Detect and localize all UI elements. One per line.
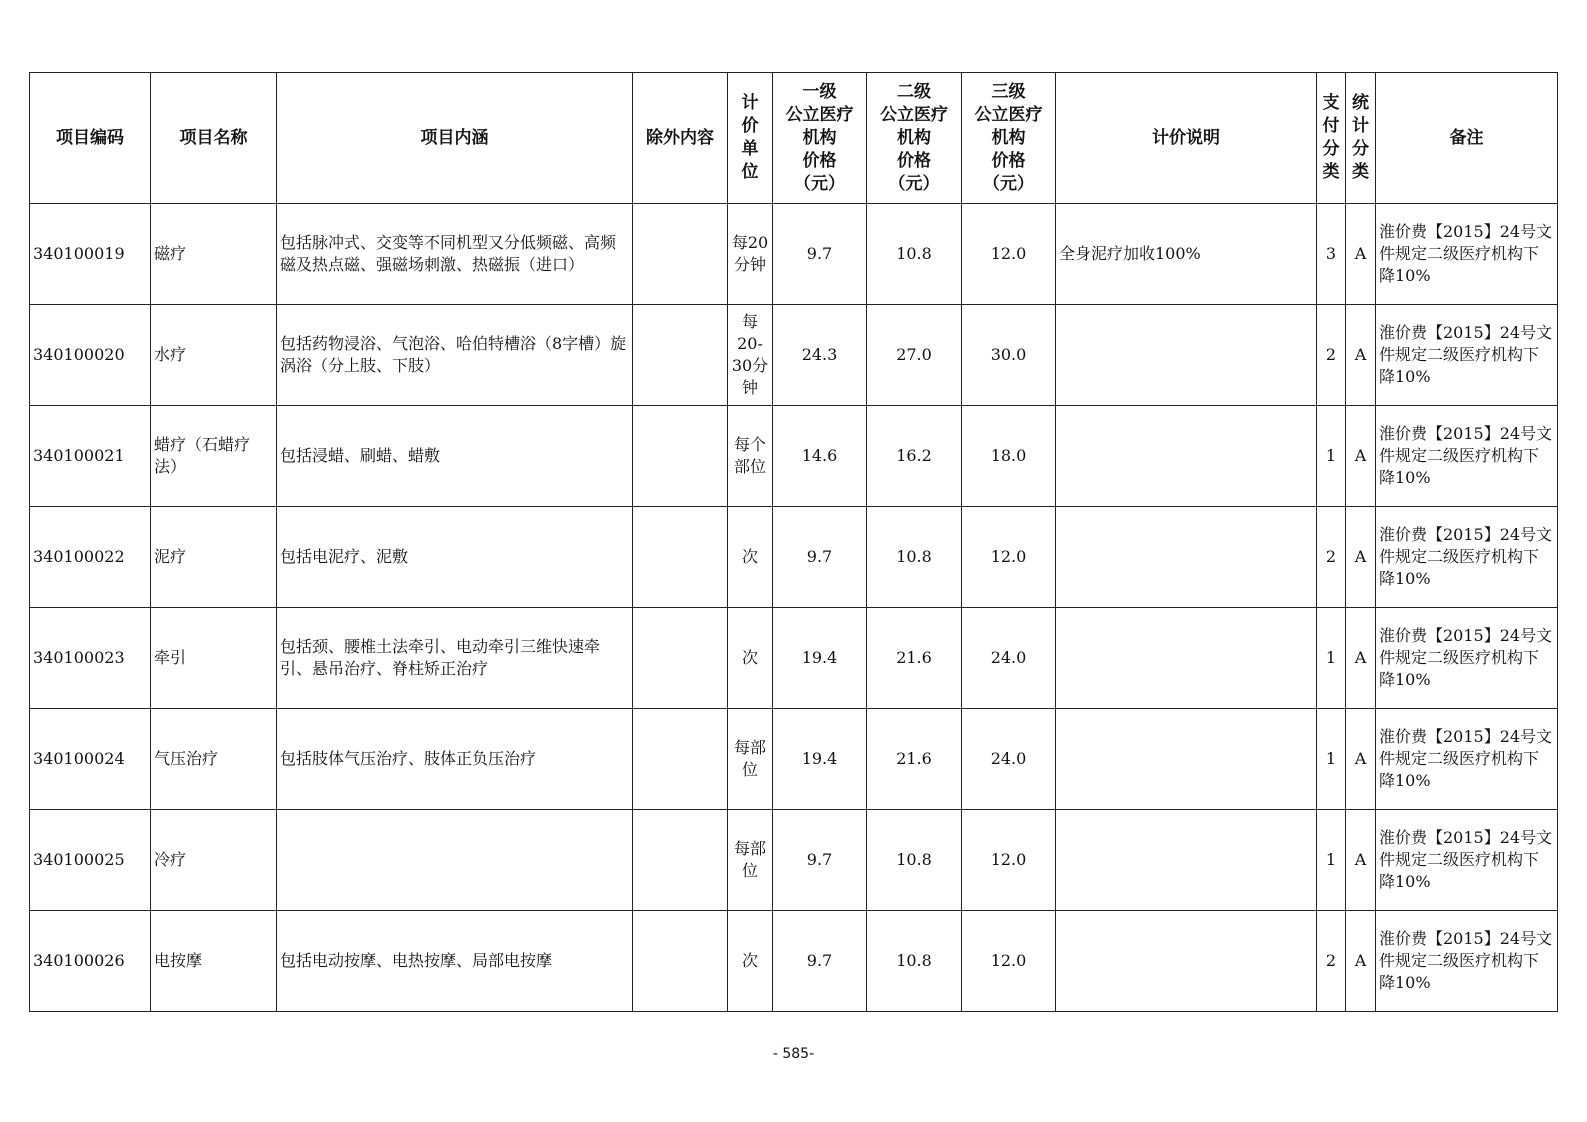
cell-price-level3: 12.0: [962, 204, 1056, 305]
cell-price-level2: 27.0: [867, 305, 962, 406]
table-row: [30, 406, 1558, 507]
cell-price-level1: 14.6: [773, 406, 867, 507]
cell-code: 340100022: [30, 507, 151, 608]
cell-remarks: 淮价费【2015】24号文件规定二级医疗机构下降10%: [1376, 911, 1558, 1012]
cell-remarks: 淮价费【2015】24号文件规定二级医疗机构下降10%: [1376, 406, 1558, 507]
cell-price-level1: 24.3: [773, 305, 867, 406]
cell-name: 蜡疗（石蜡疗法）: [151, 406, 277, 507]
table-row: [30, 507, 1558, 608]
cell-unit: 每部 位: [728, 810, 773, 911]
cell-price-level2: 21.6: [867, 608, 962, 709]
cell-pricing-note: [1056, 709, 1317, 810]
cell-price-level3: 12.0: [962, 507, 1056, 608]
cell-remarks: 淮价费【2015】24号文件规定二级医疗机构下降10%: [1376, 810, 1558, 911]
cell-price-level2: 10.8: [867, 204, 962, 305]
cell-payment-class: 2: [1317, 305, 1346, 406]
cell-exclusions: [633, 507, 728, 608]
cell-content: [277, 810, 633, 911]
table-row: [30, 810, 1558, 911]
cell-remarks: 淮价费【2015】24号文件规定二级医疗机构下降10%: [1376, 305, 1558, 406]
cell-price-level1: 9.7: [773, 810, 867, 911]
cell-unit: 每部 位: [728, 709, 773, 810]
cell-name: 水疗: [151, 305, 277, 406]
cell-content: 包括电动按摩、电热按摩、局部电按摩: [277, 911, 633, 1012]
cell-remarks: 淮价费【2015】24号文件规定二级医疗机构下降10%: [1376, 204, 1558, 305]
cell-payment-class: 1: [1317, 406, 1346, 507]
header-remarks: 备注: [1376, 73, 1558, 204]
cell-pricing-note: [1056, 507, 1317, 608]
cell-unit: 每个 部位: [728, 406, 773, 507]
cell-content: 包括药物浸浴、气泡浴、哈伯特槽浴（8字槽）旋涡浴（分上肢、下肢）: [277, 305, 633, 406]
cell-remarks: 淮价费【2015】24号文件规定二级医疗机构下降10%: [1376, 608, 1558, 709]
cell-payment-class: 3: [1317, 204, 1346, 305]
cell-stat-class: A: [1346, 305, 1376, 406]
header-price-level1: 一级 公立医疗 机构 价格 （元）: [773, 73, 867, 204]
cell-price-level2: 21.6: [867, 709, 962, 810]
header-content: 项目内涵: [277, 73, 633, 204]
cell-content: 包括电泥疗、泥敷: [277, 507, 633, 608]
cell-price-level1: 19.4: [773, 608, 867, 709]
cell-code: 340100025: [30, 810, 151, 911]
cell-name: 磁疗: [151, 204, 277, 305]
header-price-level2: 二级 公立医疗 机构 价格 （元）: [867, 73, 962, 204]
header-exclusions: 除外内容: [633, 73, 728, 204]
cell-pricing-note: [1056, 810, 1317, 911]
cell-unit: 每20 分钟: [728, 204, 773, 305]
cell-content: 包括颈、腰椎土法牵引、电动牵引三维快速牵引、悬吊治疗、脊柱矫正治疗: [277, 608, 633, 709]
cell-code: 340100020: [30, 305, 151, 406]
cell-content: 包括肢体气压治疗、肢体正负压治疗: [277, 709, 633, 810]
cell-price-level2: 10.8: [867, 810, 962, 911]
cell-payment-class: 1: [1317, 709, 1346, 810]
cell-stat-class: A: [1346, 507, 1376, 608]
header-payment-class: 支 付 分 类: [1317, 73, 1346, 204]
cell-name: 牵引: [151, 608, 277, 709]
cell-price-level2: 10.8: [867, 911, 962, 1012]
header-unit: 计 价 单 位: [728, 73, 773, 204]
cell-code: 340100023: [30, 608, 151, 709]
cell-pricing-note: [1056, 608, 1317, 709]
cell-exclusions: [633, 608, 728, 709]
cell-code: 340100021: [30, 406, 151, 507]
cell-price-level2: 10.8: [867, 507, 962, 608]
cell-pricing-note: [1056, 406, 1317, 507]
table-row: [30, 709, 1558, 810]
cell-exclusions: [633, 709, 728, 810]
cell-price-level1: 9.7: [773, 911, 867, 1012]
cell-payment-class: 1: [1317, 810, 1346, 911]
cell-stat-class: A: [1346, 608, 1376, 709]
cell-pricing-note: 全身泥疗加收100%: [1056, 204, 1317, 305]
cell-remarks: 淮价费【2015】24号文件规定二级医疗机构下降10%: [1376, 507, 1558, 608]
cell-price-level3: 24.0: [962, 608, 1056, 709]
cell-unit: 每 20- 30分 钟: [728, 305, 773, 406]
cell-pricing-note: [1056, 305, 1317, 406]
cell-payment-class: 2: [1317, 911, 1346, 1012]
cell-stat-class: A: [1346, 204, 1376, 305]
cell-price-level3: 12.0: [962, 810, 1056, 911]
page-number: - 585-: [772, 1046, 815, 1062]
cell-price-level1: 9.7: [773, 204, 867, 305]
cell-name: 气压治疗: [151, 709, 277, 810]
cell-price-level3: 12.0: [962, 911, 1056, 1012]
cell-unit: 次: [728, 911, 773, 1012]
cell-code: 340100019: [30, 204, 151, 305]
cell-unit: 次: [728, 608, 773, 709]
price-table: [29, 72, 1558, 1012]
header-pricing-note: 计价说明: [1056, 73, 1317, 204]
cell-exclusions: [633, 204, 728, 305]
cell-stat-class: A: [1346, 709, 1376, 810]
header-row: [30, 73, 1558, 204]
cell-stat-class: A: [1346, 406, 1376, 507]
cell-exclusions: [633, 305, 728, 406]
cell-stat-class: A: [1346, 911, 1376, 1012]
cell-price-level2: 16.2: [867, 406, 962, 507]
cell-exclusions: [633, 810, 728, 911]
header-price-level3: 三级 公立医疗 机构 价格 （元）: [962, 73, 1056, 204]
cell-content: 包括浸蜡、刷蜡、蜡敷: [277, 406, 633, 507]
cell-content: 包括脉冲式、交变等不同机型又分低频磁、高频磁及热点磁、强磁场刺激、热磁振（进口）: [277, 204, 633, 305]
cell-price-level3: 18.0: [962, 406, 1056, 507]
cell-stat-class: A: [1346, 810, 1376, 911]
table-row: [30, 911, 1558, 1012]
cell-remarks: 淮价费【2015】24号文件规定二级医疗机构下降10%: [1376, 709, 1558, 810]
cell-price-level1: 9.7: [773, 507, 867, 608]
cell-pricing-note: [1056, 911, 1317, 1012]
cell-code: 340100026: [30, 911, 151, 1012]
cell-payment-class: 1: [1317, 608, 1346, 709]
cell-price-level3: 30.0: [962, 305, 1056, 406]
cell-price-level1: 19.4: [773, 709, 867, 810]
table-row: [30, 608, 1558, 709]
cell-code: 340100024: [30, 709, 151, 810]
cell-name: 电按摩: [151, 911, 277, 1012]
cell-unit: 次: [728, 507, 773, 608]
table-row: [30, 204, 1558, 305]
cell-exclusions: [633, 406, 728, 507]
header-name: 项目名称: [151, 73, 277, 204]
cell-price-level3: 24.0: [962, 709, 1056, 810]
cell-name: 泥疗: [151, 507, 277, 608]
header-code: 项目编码: [30, 73, 151, 204]
cell-payment-class: 2: [1317, 507, 1346, 608]
cell-exclusions: [633, 911, 728, 1012]
table-row: [30, 305, 1558, 406]
cell-name: 冷疗: [151, 810, 277, 911]
header-stat-class: 统 计 分 类: [1346, 73, 1376, 204]
